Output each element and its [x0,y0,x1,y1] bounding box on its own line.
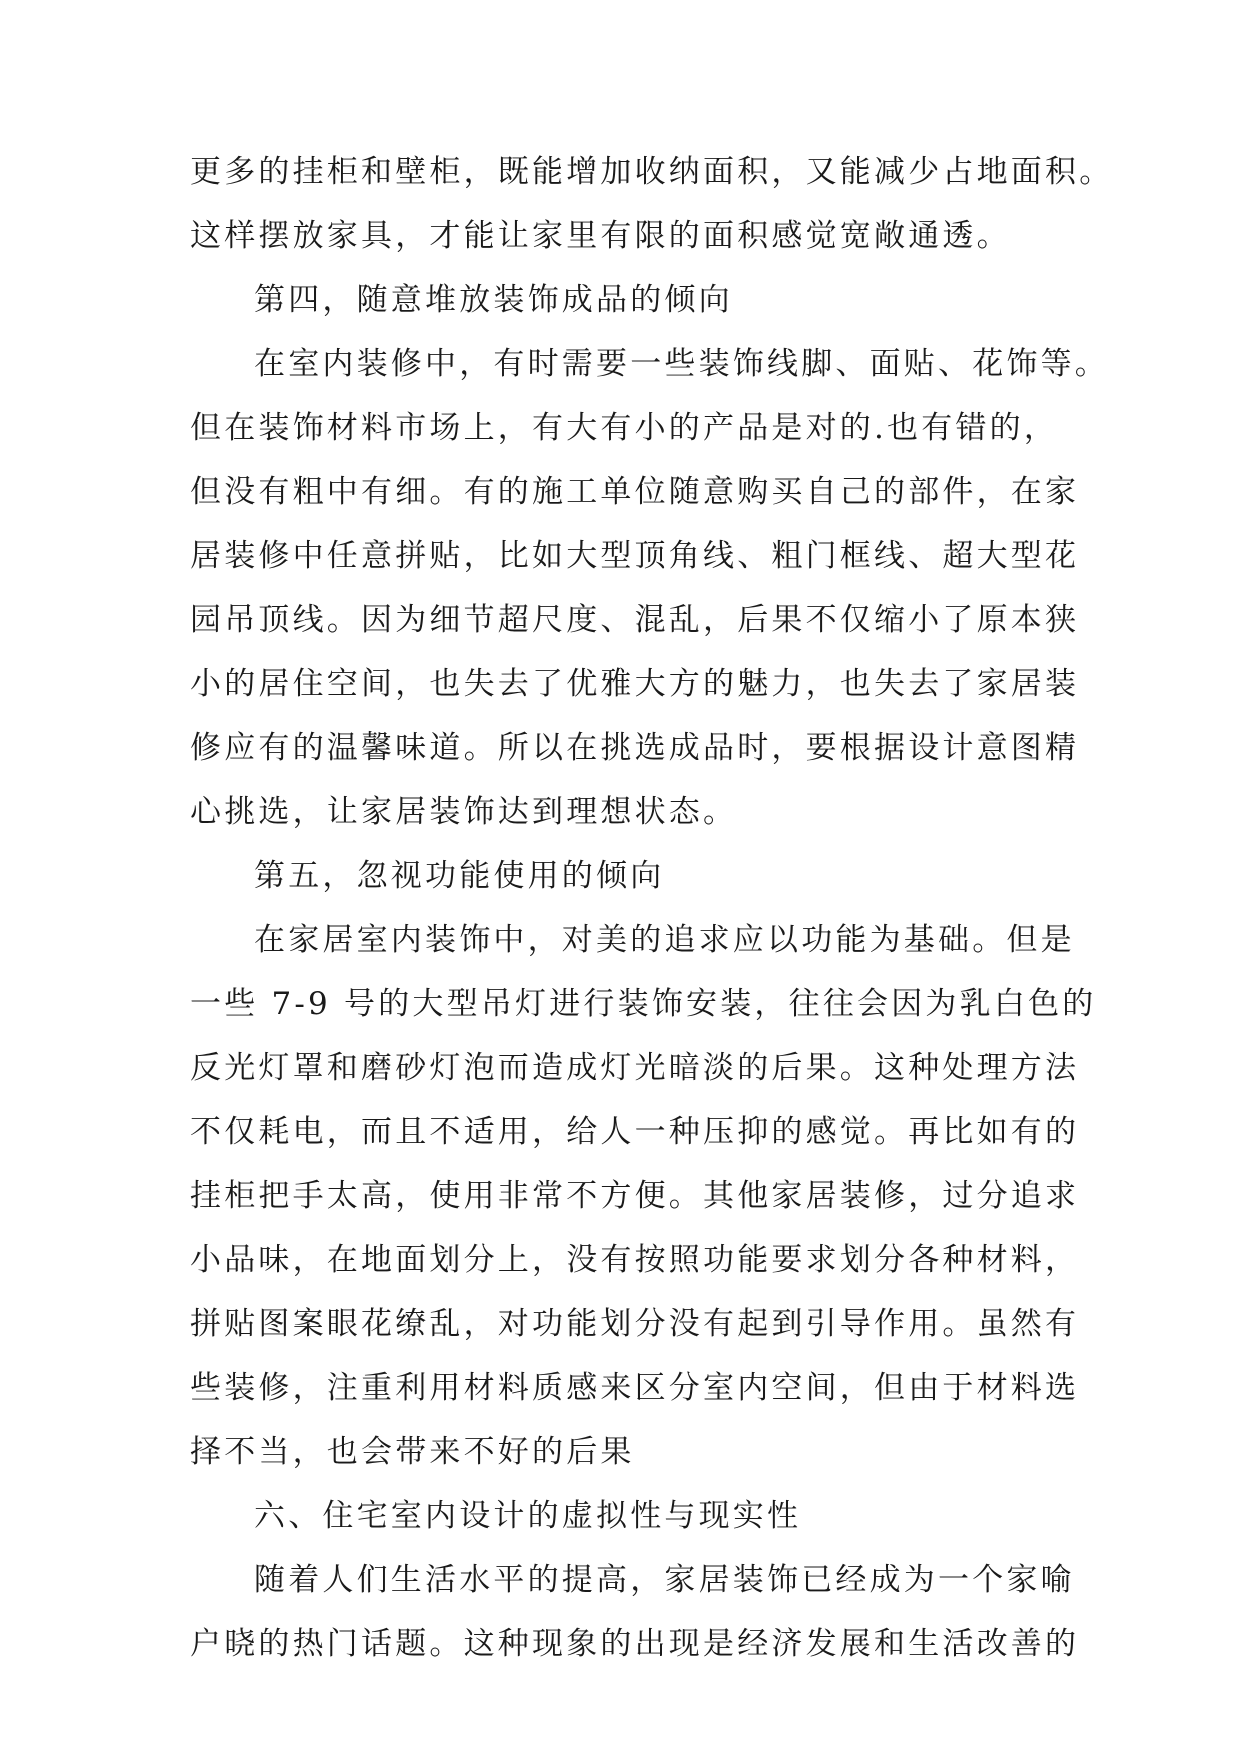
text-line: 这样摆放家具，才能让家里有限的面积感觉宽敞通透。 [190,218,1011,254]
text-line: 随着人们生活水平的提高，家居装饰已经成为一个家喻 [254,1562,1075,1598]
text-line: 小的居住空间，也失去了优雅大方的魅力，也失去了家居装 [190,666,1080,702]
section-heading: 六、住宅室内设计的虚拟性与现实性 [254,1498,802,1534]
text-line: 但没有粗中有细。有的施工单位随意购买自己的部件，在家 [190,474,1080,510]
text-line: 挂柜把手太高，使用非常不方便。其他家居装修，过分追求 [190,1178,1080,1214]
text-line: 户晓的热门话题。这种现象的出现是经济发展和生活改善的 [190,1626,1080,1662]
section-heading: 第五，忽视功能使用的倾向 [254,858,665,894]
text-line: 拼贴图案眼花缭乱，对功能划分没有起到引导作用。虽然有 [190,1306,1080,1342]
text-line: 小品味，在地面划分上，没有按照功能要求划分各种材料， [190,1242,1080,1278]
text-line: 修应有的温馨味道。所以在挑选成品时，要根据设计意图精 [190,730,1080,766]
text-line: 园吊顶线。因为细节超尺度、混乱，后果不仅缩小了原本狭 [190,602,1080,638]
text-line: 一些 7-9 号的大型吊灯进行装饰安装，往往会因为乳白色的 [190,986,1097,1022]
text-line: 在家居室内装饰中，对美的追求应以功能为基础。但是 [254,922,1075,958]
text-line: 些装修，注重利用材料质感来区分室内空间，但由于材料选 [190,1370,1080,1406]
text-line: 在室内装修中，有时需要一些装饰线脚、面贴、花饰等。 [254,346,1109,382]
text-line: 心挑选，让家居装饰达到理想状态。 [190,794,738,830]
text-line: 不仅耗电，而且不适用，给人一种压抑的感觉。再比如有的 [190,1114,1080,1150]
section-heading: 第四，随意堆放装饰成品的倾向 [254,282,733,318]
text-line: 居装修中任意拼贴，比如大型顶角线、粗门框线、超大型花 [190,538,1080,574]
text-line: 更多的挂柜和壁柜，既能增加收纳面积，又能减少占地面积。 [190,154,1114,190]
text-line: 择不当，也会带来不好的后果 [190,1434,635,1470]
text-line: 但在装饰材料市场上，有大有小的产品是对的.也有错的， [190,410,1059,446]
text-line: 反光灯罩和磨砂灯泡而造成灯光暗淡的后果。这种处理方法 [190,1050,1080,1086]
